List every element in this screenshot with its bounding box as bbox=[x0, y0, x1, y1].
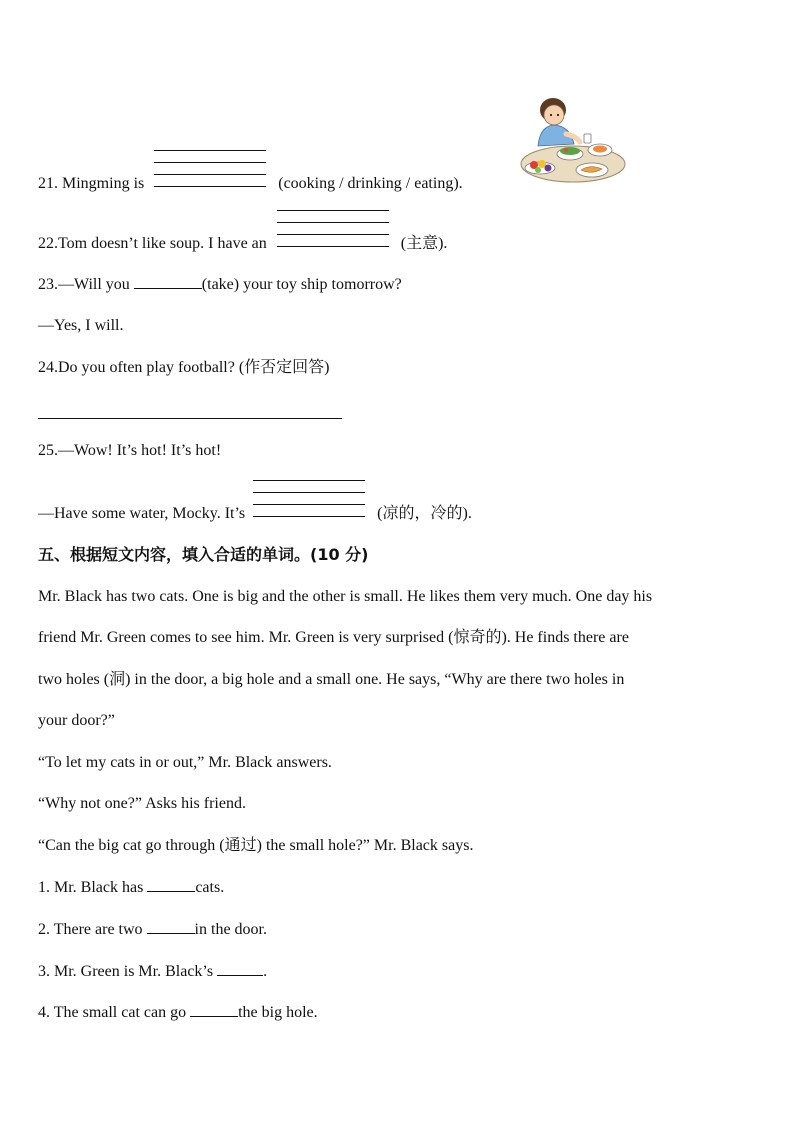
question-text: 4. The small cat can go bbox=[38, 1004, 187, 1021]
question-21-options: (cooking / drinking / eating). bbox=[278, 175, 463, 192]
answer-blank[interactable] bbox=[134, 274, 202, 289]
question-23-reply: —Yes, I will. bbox=[38, 317, 124, 334]
question-text: the big hole. bbox=[238, 1004, 318, 1021]
question-text: in the door. bbox=[194, 921, 267, 938]
question-23-pre: 23.—Will you bbox=[38, 276, 130, 293]
question-text: 1. Mr. Black has bbox=[38, 879, 144, 896]
answer-blank[interactable] bbox=[190, 1002, 238, 1017]
answer-blank[interactable] bbox=[147, 877, 195, 892]
comprehension-question-2 bbox=[38, 919, 267, 940]
question-22-hint: (主意). bbox=[400, 235, 448, 252]
question-22 bbox=[38, 234, 447, 254]
section-5-heading: 五、根据短文内容，填入合适的单词。(10 分) bbox=[38, 545, 369, 564]
answer-blank-4-lines[interactable] bbox=[154, 174, 266, 188]
question-25-reply bbox=[38, 504, 472, 524]
comprehension-question-4 bbox=[38, 1002, 318, 1023]
question-22-text: 22.Tom doesn’t like soup. I have an bbox=[38, 235, 267, 252]
passage-line: “Can the big cat go through (通过) the small hole?” Mr. Black says. bbox=[38, 837, 474, 854]
question-21-text: 21. Mingming is bbox=[38, 175, 145, 192]
question-21 bbox=[38, 174, 463, 194]
question-23 bbox=[38, 274, 402, 295]
answer-blank[interactable] bbox=[217, 961, 263, 976]
question-text: cats. bbox=[195, 879, 225, 896]
question-text: 3. Mr. Green is Mr. Black’s bbox=[38, 963, 214, 980]
passage-line: Mr. Black has two cats. One is big and the other is small. He likes them very much. One day his bbox=[38, 588, 653, 605]
answer-line[interactable] bbox=[38, 418, 342, 419]
question-24: 24.Do you often play football? (作否定回答) bbox=[38, 359, 330, 376]
comprehension-question-3 bbox=[38, 961, 267, 982]
question-25: 25.—Wow! It’s hot! It’s hot! bbox=[38, 442, 222, 459]
comprehension-question-1 bbox=[38, 877, 224, 898]
question-25-reply-text: —Have some water, Mocky. It’s bbox=[38, 505, 246, 522]
boy-eating-illustration bbox=[518, 94, 628, 186]
question-text: . bbox=[263, 963, 268, 980]
answer-blank[interactable] bbox=[147, 919, 195, 934]
passage-line: “Why not one?” Asks his friend. bbox=[38, 795, 246, 812]
passage-line: “To let my cats in or out,” Mr. Black answers. bbox=[38, 754, 332, 771]
question-25-hint: (凉的，冷的). bbox=[377, 505, 472, 522]
passage-line: friend Mr. Green comes to see him. Mr. Green is very surprised (惊奇的). He finds there are bbox=[38, 629, 629, 646]
question-23-post: (take) your toy ship tomorrow? bbox=[201, 276, 402, 293]
passage-line: two holes (洞) in the door, a big hole and a small one. He says, “Why are there two holes in bbox=[38, 671, 625, 688]
passage-line: your door?” bbox=[38, 712, 115, 729]
answer-blank-4-lines[interactable] bbox=[277, 234, 389, 248]
boy-eating-at-table-icon bbox=[518, 94, 628, 186]
answer-blank-4-lines[interactable] bbox=[253, 504, 365, 518]
question-text: 2. There are two bbox=[38, 921, 143, 938]
